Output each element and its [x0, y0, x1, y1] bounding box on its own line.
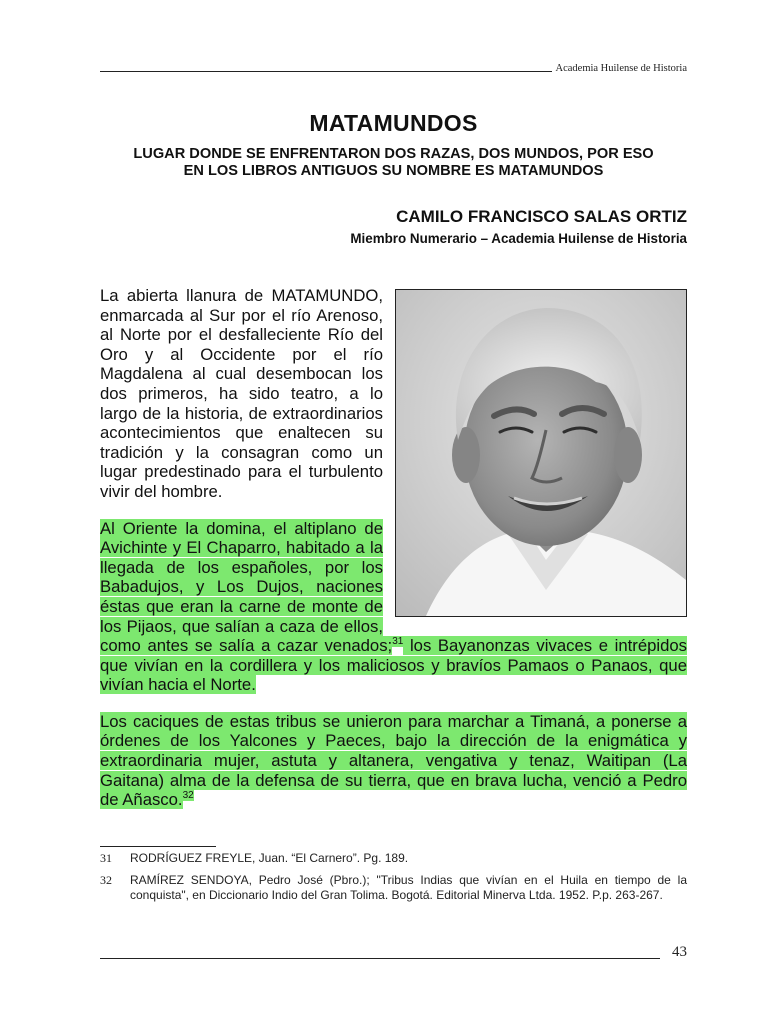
- author-photo: [395, 289, 687, 617]
- footnote-text: RAMÍREZ SENDOYA, Pedro José (Pbro.); "Tribus Indias que vivían en el Huila en tiempo de la conquista", en Diccionario Indio del Gran Tolima. Bogotá. Editorial Minerva Ltda. 1952. P.p. 263-267.: [130, 873, 687, 902]
- footnote-text: RODRÍGUEZ FREYLE, Juan. “El Carnero”. Pg. 189.: [130, 851, 409, 865]
- author-affiliation: Miembro Numerario – Academia Huilense de Historia: [350, 231, 687, 246]
- article-body: [100, 286, 687, 827]
- footnote-ref-31[interactable]: 31: [392, 636, 404, 648]
- running-header: [100, 60, 687, 74]
- article-title: MATAMUNDOS: [309, 110, 478, 136]
- page-number: 43: [672, 944, 687, 960]
- highlighted-text-2a: Al Oriente la domina, el altiplano de Avichinte y El Chaparro, habitado a la llegada de los españoles, por los Babadujos, y Los Dujos, naciones éstas que eran la carne de monte de los Pijaos, que salían a caza de ellos, como antes se salía a cazar venados;: [100, 518, 393, 656]
- subtitle-line-1: LUGAR DONDE SE ENFRENTARON DOS RAZAS, DOS MUNDOS, POR ESO: [133, 146, 654, 162]
- footnote-ref-32[interactable]: 32: [182, 790, 194, 802]
- footnote-31: [100, 851, 687, 866]
- highlighted-text-3: Los caciques de estas tribus se unieron para marchar a Timaná, a ponerse a órdenes de los Yalcones y Paeces, bajo la dirección de la enigmática y extraordinaria mujer, astuta y altanera, vengativa y tenaz, Waitipan (La Gaitana) alma de la defensa de su tierra, que en brava lucha, venció a Pedro de Añasco.: [100, 711, 687, 810]
- footnote-number: 31: [100, 851, 112, 865]
- subtitle-line-2: EN LOS LIBROS ANTIGUOS SU NOMBRE ES MATAMUNDOS: [183, 163, 604, 179]
- highlighted-text-2b: los Bayanonzas vivaces e intrépidos que vivían en la cordillera y los maliciosos y bravíos Pamaos o Panaos, que vivían hacia el Norte.: [100, 636, 687, 695]
- portrait-image: [396, 290, 686, 616]
- footnote-separator: [100, 846, 216, 847]
- header-rule: [100, 71, 552, 72]
- footnote-32: [100, 873, 687, 902]
- footnote-number: 32: [100, 873, 112, 887]
- running-title: Academia Huilense de Historia: [555, 63, 687, 74]
- article-subtitle: [100, 146, 687, 180]
- paragraph-1: La abierta llanura de MATAMUNDO, enmarcada al Sur por el río Arenoso, al Norte por el desfalleciente Río del Oro y al Occidente por el río Magdalena al cual desembocan los dos primeros, ha sido teatro, a lo largo de la historia, de extraordinarios acontecimientos que enaltecen su tradición y la consagran como un lugar predestinado para el turbulento vivir del hombre.: [100, 286, 383, 501]
- footer-rule: [100, 958, 660, 959]
- author-name: CAMILO FRANCISCO SALAS ORTIZ: [396, 207, 687, 226]
- paragraph-3: [100, 712, 687, 810]
